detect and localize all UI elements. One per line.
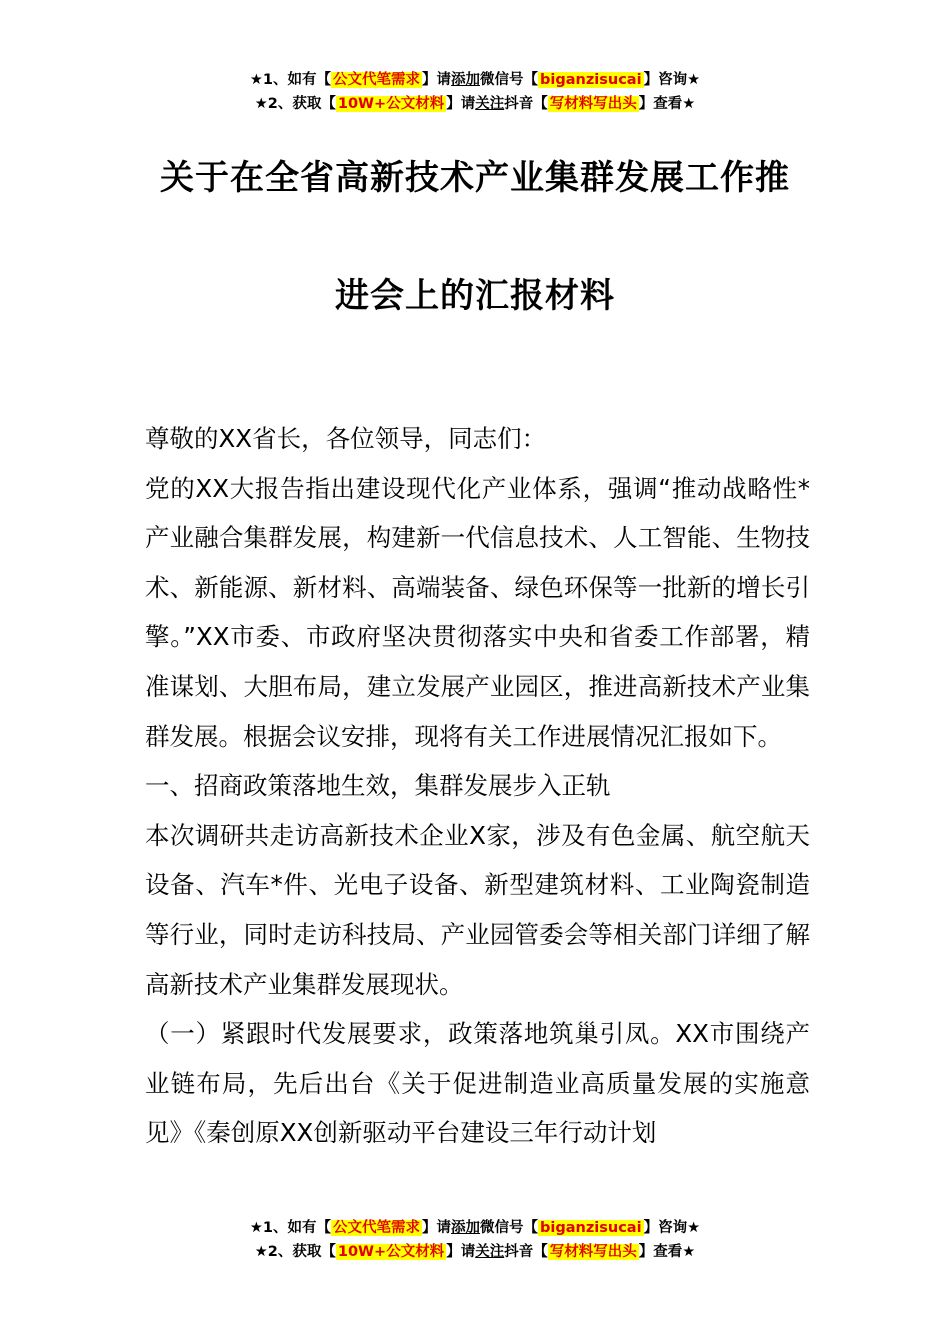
promo-highlight-service: 公文代笔需求 [333,72,421,88]
promo-text: 微信号【 [480,1220,539,1236]
promo-text: 】请 [446,1244,476,1260]
promo-text: 】查看★ [638,1244,696,1260]
promo-banner-top [0,68,950,116]
body-paragraph: 党的XX大报告指出建设现代化产业体系，强调“推动战略性*产业融合集群发展，构建新一代信息技术、人工智能、生物技术、新能源、新材料、高端装备、绿色环保等一批新的增长引擎。”XX市委、市政府坚决贯彻落实中央和省委工作部署，精准谋划、大胆布局，建立发展产业园区，推进高新技术产业集群发展。根据会议安排，现将有关工作进展情况汇报如下。 [145,473,810,751]
promo-text: 】咨询★ [643,72,701,88]
document-title-line-1: 关于在全省高新技术产业集群发展工作推 [160,158,790,198]
document-title-line-2: 进会上的汇报材料 [335,276,615,316]
promo-text: 抖音【 [504,96,548,112]
promo-highlight-wechat-id: biganzisucai [540,1220,642,1236]
promo-highlight-materials: 10W+公文材料 [337,1244,445,1260]
promo-text: ★1、如有【 [249,1220,332,1236]
promo-highlight-douyin: 写材料写出头 [549,96,637,112]
promo-text: 】咨询★ [643,1220,701,1236]
promo-text: 】请 [422,1220,452,1236]
promo-line-1 [0,1216,950,1240]
salutation: 尊敬的XX省长，各位领导，同志们： [145,424,547,453]
promo-underline-add: 添加 [451,72,481,88]
body-paragraph: 本次调研共走访高新技术企业X家，涉及有色金属、航空航天设备、汽车*件、光电子设备、新型建筑材料、工业陶瓷制造等行业，同时走访科技局、产业园管委会等相关部门详细了解高新技术产业集群发展现状。 [145,820,810,999]
promo-line-2 [0,1240,950,1264]
document-body [145,414,810,1158]
promo-underline-follow: 关注 [475,1244,505,1260]
promo-text: ★2、获取【 [254,96,336,112]
promo-highlight-service: 公文代笔需求 [333,1220,421,1236]
body-paragraph: （一）紧跟时代发展要求，政策落地筑巢引凤。XX市围绕产业链布局，先后出台《关于促进制造业高质量发展的实施意见》《秦创原XX创新驱动平台建设三年行动计划 [145,1019,810,1148]
section-heading: 一、招商政策落地生效，集群发展步入正轨 [145,771,611,801]
promo-line-2 [0,92,950,116]
promo-line-1 [0,68,950,92]
promo-highlight-wechat-id: biganzisucai [540,72,642,88]
promo-underline-add: 添加 [451,1220,481,1236]
promo-banner-bottom [0,1216,950,1264]
promo-text: ★2、获取【 [254,1244,336,1260]
promo-highlight-douyin: 写材料写出头 [549,1244,637,1260]
promo-text: 】请 [422,72,452,88]
promo-text: 】查看★ [638,96,696,112]
promo-text: 抖音【 [504,1244,548,1260]
promo-text: 】请 [446,96,476,112]
promo-text: ★1、如有【 [249,72,332,88]
promo-highlight-materials: 10W+公文材料 [337,96,445,112]
promo-underline-follow: 关注 [475,96,505,112]
promo-text: 微信号【 [480,72,539,88]
